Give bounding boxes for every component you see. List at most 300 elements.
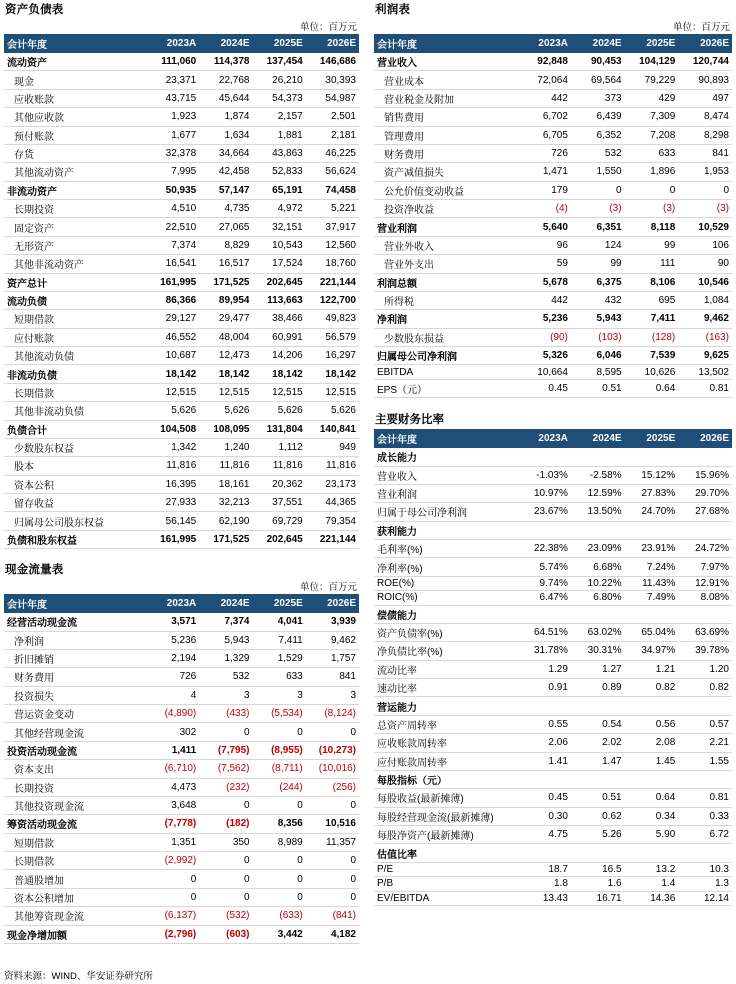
row-value: 108,095 [199, 420, 252, 438]
row-value: (128) [625, 328, 679, 346]
table-row [4, 796, 359, 814]
row-value: (3) [571, 200, 625, 218]
row-label: 营业收入 [374, 466, 517, 484]
row-value: 113,663 [253, 291, 306, 309]
table-row [374, 200, 732, 218]
row-value: 6,702 [517, 108, 571, 126]
cash-flow-title: 现金流量表 [5, 564, 64, 577]
table-row [374, 291, 732, 309]
row-value: 16,297 [306, 347, 359, 365]
row-value: 0.45 [517, 789, 571, 807]
row-value: 7,208 [625, 126, 679, 144]
table-row [4, 310, 359, 328]
row-label: 流动比率 [374, 660, 517, 678]
row-value: 23,173 [306, 475, 359, 493]
ratio-row [374, 877, 732, 891]
row-value: 99 [571, 255, 625, 273]
table-row [374, 71, 732, 89]
col-header-2026e: 2026E [678, 34, 732, 53]
row-value: 4.75 [517, 826, 571, 844]
row-value: 2.08 [625, 734, 679, 752]
row-value: 171,525 [199, 530, 252, 548]
row-label: 净负债比率(%) [374, 642, 517, 660]
row-value: 6,351 [571, 218, 625, 236]
row-value: 8,356 [253, 815, 306, 833]
col-header-2024e: 2024E [199, 594, 252, 613]
row-value: 63.69% [678, 623, 732, 641]
row-value: 6,046 [571, 347, 625, 365]
row-value: 59 [517, 255, 571, 273]
row-value: 4,182 [306, 925, 359, 943]
row-value: 0 [146, 888, 199, 906]
row-value: 27.68% [678, 503, 732, 521]
row-value: 56,145 [146, 512, 199, 530]
row-value: 12,473 [199, 347, 252, 365]
table-row [4, 870, 359, 888]
row-value: 49,823 [306, 310, 359, 328]
row-value: (182) [199, 815, 252, 833]
row-value: 10,687 [146, 347, 199, 365]
row-value: (633) [253, 907, 306, 925]
row-value: 18,142 [146, 365, 199, 383]
ratio-group-blank [571, 697, 625, 715]
row-value: 1,757 [306, 649, 359, 667]
row-value: 2,194 [146, 649, 199, 667]
row-value: 4 [146, 686, 199, 704]
row-label: 毛利率(%) [374, 540, 517, 558]
table-row [4, 402, 359, 420]
row-value: 56,624 [306, 163, 359, 181]
row-value: 1.4 [625, 877, 679, 891]
row-label: 资本公积 [4, 475, 146, 493]
col-header-2026e: 2026E [678, 429, 732, 448]
col-header-2025e: 2025E [253, 34, 306, 53]
income-statement-table [374, 34, 732, 398]
row-value: 37,551 [253, 494, 306, 512]
table-row [374, 328, 732, 346]
row-value: 79,229 [625, 71, 679, 89]
row-value: 442 [517, 291, 571, 309]
row-value: 6,439 [571, 108, 625, 126]
table-row [4, 778, 359, 796]
row-label: 其他投资现金流 [4, 796, 146, 814]
table-row [374, 144, 732, 162]
row-value: 8,989 [253, 833, 306, 851]
row-value: 7,539 [625, 347, 679, 365]
row-value: 2.02 [571, 734, 625, 752]
row-value: 10.3 [678, 862, 732, 876]
table-row [4, 686, 359, 704]
row-value: 1.6 [571, 877, 625, 891]
row-label: 应付账款 [4, 328, 146, 346]
row-value: 1,550 [571, 163, 625, 181]
row-value: 0.91 [517, 679, 571, 697]
row-label: 归属母公司股东权益 [4, 512, 146, 530]
table-row [4, 438, 359, 456]
row-value: (841) [306, 907, 359, 925]
table-row [4, 200, 359, 218]
table-row [4, 89, 359, 107]
row-value: 44,365 [306, 494, 359, 512]
row-value: 0.33 [678, 807, 732, 825]
col-header-2025e: 2025E [625, 34, 679, 53]
row-value: 1.21 [625, 660, 679, 678]
row-value: 12.59% [571, 484, 625, 502]
ratio-row [374, 591, 732, 605]
ratio-group-blank [517, 844, 571, 862]
row-value: (7,562) [199, 760, 252, 778]
row-value: 5,236 [146, 631, 199, 649]
row-label: 少数股东损益 [374, 328, 517, 346]
row-value: 0.45 [517, 379, 571, 397]
row-value: 10,543 [253, 236, 306, 254]
row-value: 9.74% [517, 576, 571, 590]
row-value: 6.47% [517, 591, 571, 605]
row-value: (7,778) [146, 815, 199, 833]
cash-flow-body [4, 613, 359, 943]
row-value: 64.51% [517, 623, 571, 641]
row-value: 46,552 [146, 328, 199, 346]
row-label: 资产减值损失 [374, 163, 517, 181]
row-value: 13.2 [625, 862, 679, 876]
table-row [4, 218, 359, 236]
row-label: 管理费用 [374, 126, 517, 144]
row-label: 流动资产 [4, 53, 146, 71]
table-row [374, 379, 732, 397]
ratio-row [374, 642, 732, 660]
row-label: 资产负债率(%) [374, 623, 517, 641]
row-value: 54,987 [306, 89, 359, 107]
row-value: 1,084 [678, 291, 732, 309]
row-value: 12.14 [678, 891, 732, 905]
ratio-group-blank [517, 448, 571, 466]
row-value: 11,816 [253, 457, 306, 475]
row-value: 14.36 [625, 891, 679, 905]
row-value: 1.45 [625, 752, 679, 770]
row-label: P/B [374, 877, 517, 891]
row-value: 12,515 [146, 383, 199, 401]
row-value: 0 [625, 181, 679, 199]
row-value: 7,995 [146, 163, 199, 181]
row-value: 0.56 [625, 715, 679, 733]
row-value: 5,678 [517, 273, 571, 291]
row-label: 固定资产 [4, 218, 146, 236]
row-value: 1,881 [253, 126, 306, 144]
table-row [374, 255, 732, 273]
row-label: 营业外支出 [374, 255, 517, 273]
ratio-group-blank [571, 844, 625, 862]
row-value: 39.78% [678, 642, 732, 660]
row-value: 23.91% [625, 540, 679, 558]
row-label: 流动负债 [4, 291, 146, 309]
row-value: 0 [253, 888, 306, 906]
row-value: 0 [253, 852, 306, 870]
row-value: 0 [199, 723, 252, 741]
row-label: 营业外收入 [374, 236, 517, 254]
row-label: ROE(%) [374, 576, 517, 590]
ratio-group-label: 每股指标（元） [374, 770, 517, 788]
row-value: 2,501 [306, 108, 359, 126]
row-value: (2,796) [146, 925, 199, 943]
row-value: 1.8 [517, 877, 571, 891]
row-value: 5,626 [306, 402, 359, 420]
row-value: (3) [625, 200, 679, 218]
col-header-2023a: 2023A [146, 594, 199, 613]
row-label: 其他筹资现金流 [4, 907, 146, 925]
col-header-2023a: 2023A [517, 429, 571, 448]
row-label: 负债合计 [4, 420, 146, 438]
row-value: 11,357 [306, 833, 359, 851]
row-value: 50,935 [146, 181, 199, 199]
row-value: (5,534) [253, 705, 306, 723]
row-value: 120,744 [678, 53, 732, 71]
row-value: 90 [678, 255, 732, 273]
row-value: 43,715 [146, 89, 199, 107]
ratio-row [374, 466, 732, 484]
row-value: 22.38% [517, 540, 571, 558]
ratio-group-blank [625, 844, 679, 862]
row-value: 131,804 [253, 420, 306, 438]
income-statement-body [374, 53, 732, 398]
ratio-group-blank [517, 697, 571, 715]
row-value: 96 [517, 236, 571, 254]
row-label: 归属于母公司净利润 [374, 503, 517, 521]
row-value: 32,151 [253, 218, 306, 236]
table-row [4, 181, 359, 199]
row-value: 12,515 [253, 383, 306, 401]
table-header-row [4, 34, 359, 53]
row-value: 26,210 [253, 71, 306, 89]
row-label: 投资损失 [4, 686, 146, 704]
row-value: 1.3 [678, 877, 732, 891]
row-value: (232) [199, 778, 252, 796]
table-row [374, 108, 732, 126]
row-value: 30,393 [306, 71, 359, 89]
row-value: 12,560 [306, 236, 359, 254]
row-value: 5,236 [517, 310, 571, 328]
col-header-2025e: 2025E [253, 594, 306, 613]
ratio-group-blank [678, 605, 732, 623]
row-value: 949 [306, 438, 359, 456]
row-label: EBITDA [374, 365, 517, 379]
table-row [4, 668, 359, 686]
table-row [4, 852, 359, 870]
row-value: 23,371 [146, 71, 199, 89]
row-value: 5,626 [253, 402, 306, 420]
row-value: 1,634 [199, 126, 252, 144]
row-value: 0.64 [625, 379, 679, 397]
row-value: 29,477 [199, 310, 252, 328]
row-label: 营业利润 [374, 484, 517, 502]
row-value: 69,729 [253, 512, 306, 530]
row-value: 1,896 [625, 163, 679, 181]
table-row [4, 925, 359, 943]
row-value: 0 [306, 723, 359, 741]
table-row [374, 365, 732, 379]
ratio-group-label: 获利能力 [374, 521, 517, 539]
balance-sheet-body [4, 53, 359, 549]
table-row [4, 494, 359, 512]
row-value: 10,529 [678, 218, 732, 236]
row-value: 695 [625, 291, 679, 309]
row-label: 应付账款周转率 [374, 752, 517, 770]
row-label: 每股经营现金流(最新摊薄) [374, 807, 517, 825]
ratio-group-header [374, 697, 732, 715]
row-value: 114,378 [199, 53, 252, 71]
row-value: 111,060 [146, 53, 199, 71]
row-value: 0 [199, 888, 252, 906]
row-label: 每股净资产(最新摊薄) [374, 826, 517, 844]
row-value: 302 [146, 723, 199, 741]
row-label: 应收账款 [4, 89, 146, 107]
table-row [4, 833, 359, 851]
row-label: P/E [374, 862, 517, 876]
row-value: 90,453 [571, 53, 625, 71]
ratio-row [374, 734, 732, 752]
row-value: 24.72% [678, 540, 732, 558]
row-label: 折旧摊销 [4, 649, 146, 667]
row-value: 31.78% [517, 642, 571, 660]
row-label: 其他经营现金流 [4, 723, 146, 741]
table-row [4, 236, 359, 254]
row-value: 9,462 [306, 631, 359, 649]
table-row [4, 291, 359, 309]
row-value: 3 [306, 686, 359, 704]
row-label: 留存收益 [4, 494, 146, 512]
table-row [4, 163, 359, 181]
table-row [4, 365, 359, 383]
row-label: 投资活动现金流 [4, 741, 146, 759]
row-value: 13.50% [571, 503, 625, 521]
row-label: 其他应收款 [4, 108, 146, 126]
row-value: (10,273) [306, 741, 359, 759]
row-value: 1.20 [678, 660, 732, 678]
row-value: 4,510 [146, 200, 199, 218]
row-value: 60,991 [253, 328, 306, 346]
row-value: 99 [625, 236, 679, 254]
table-row [4, 347, 359, 365]
row-value: 0.81 [678, 789, 732, 807]
row-value: 5,626 [199, 402, 252, 420]
row-value: (433) [199, 705, 252, 723]
row-value: 72,064 [517, 71, 571, 89]
cash-flow-block [4, 560, 359, 944]
ratio-group-label: 偿债能力 [374, 605, 517, 623]
row-label: 现金 [4, 71, 146, 89]
row-value: 4,972 [253, 200, 306, 218]
row-value: 69,564 [571, 71, 625, 89]
row-value: 0.55 [517, 715, 571, 733]
ratio-group-header [374, 448, 732, 466]
row-value: 8,829 [199, 236, 252, 254]
row-value: 8,298 [678, 126, 732, 144]
row-value: (532) [199, 907, 252, 925]
row-value: 54,373 [253, 89, 306, 107]
row-value: 497 [678, 89, 732, 107]
row-value: 0.51 [571, 379, 625, 397]
row-value: 0 [199, 852, 252, 870]
row-label: 长期投资 [4, 778, 146, 796]
ratio-row [374, 558, 732, 576]
row-value: 6,705 [517, 126, 571, 144]
ratio-group-blank [678, 844, 732, 862]
ratio-row [374, 752, 732, 770]
row-value: 0 [253, 723, 306, 741]
row-value: 1.41 [517, 752, 571, 770]
row-label: 营运资金变动 [4, 705, 146, 723]
table-row [4, 53, 359, 71]
row-value: 124 [571, 236, 625, 254]
row-label: 总资产周转率 [374, 715, 517, 733]
row-label: 财务费用 [4, 668, 146, 686]
table-row [374, 126, 732, 144]
row-label: 营业成本 [374, 71, 517, 89]
col-header-2026e: 2026E [306, 34, 359, 53]
row-value: 0 [253, 870, 306, 888]
row-label: 短期借款 [4, 833, 146, 851]
row-value: 5.74% [517, 558, 571, 576]
table-row [4, 760, 359, 778]
row-value: 90,893 [678, 71, 732, 89]
row-value: 1,351 [146, 833, 199, 851]
table-row [374, 273, 732, 291]
row-value: 32,378 [146, 144, 199, 162]
row-value: 12,515 [306, 383, 359, 401]
row-value: 18,142 [253, 365, 306, 383]
row-label: 所得税 [374, 291, 517, 309]
table-row [4, 815, 359, 833]
row-value: 5.26 [571, 826, 625, 844]
row-label: 预付账款 [4, 126, 146, 144]
row-value: (2,992) [146, 852, 199, 870]
row-value: 20,362 [253, 475, 306, 493]
row-value: 0.89 [571, 679, 625, 697]
row-value: 18,760 [306, 255, 359, 273]
row-value: (3) [678, 200, 732, 218]
row-value: 0 [678, 181, 732, 199]
row-value: (6,137) [146, 907, 199, 925]
row-value: -1.03% [517, 466, 571, 484]
row-value: 10,626 [625, 365, 679, 379]
row-value: 10.97% [517, 484, 571, 502]
row-value: 17,524 [253, 255, 306, 273]
row-label: 其他非流动负债 [4, 402, 146, 420]
row-value: 7,411 [253, 631, 306, 649]
row-label: 长期投资 [4, 200, 146, 218]
ratio-row [374, 891, 732, 905]
table-row [4, 475, 359, 493]
balance-sheet-table [4, 34, 359, 549]
row-label: 投资净收益 [374, 200, 517, 218]
row-value: 0.54 [571, 715, 625, 733]
row-value: 0.81 [678, 379, 732, 397]
row-value: (256) [306, 778, 359, 796]
row-value: 18,142 [199, 365, 252, 383]
ratio-group-blank [678, 521, 732, 539]
row-value: 16,541 [146, 255, 199, 273]
row-value: 37,917 [306, 218, 359, 236]
row-value: 0 [306, 796, 359, 814]
ratio-group-blank [571, 521, 625, 539]
table-row [4, 613, 359, 631]
row-value: -2.58% [571, 466, 625, 484]
ratio-group-blank [625, 697, 679, 715]
row-value: 86,366 [146, 291, 199, 309]
row-value: 5,221 [306, 200, 359, 218]
row-label: 营业利润 [374, 218, 517, 236]
row-label: 普通股增加 [4, 870, 146, 888]
row-value: 11,816 [146, 457, 199, 475]
